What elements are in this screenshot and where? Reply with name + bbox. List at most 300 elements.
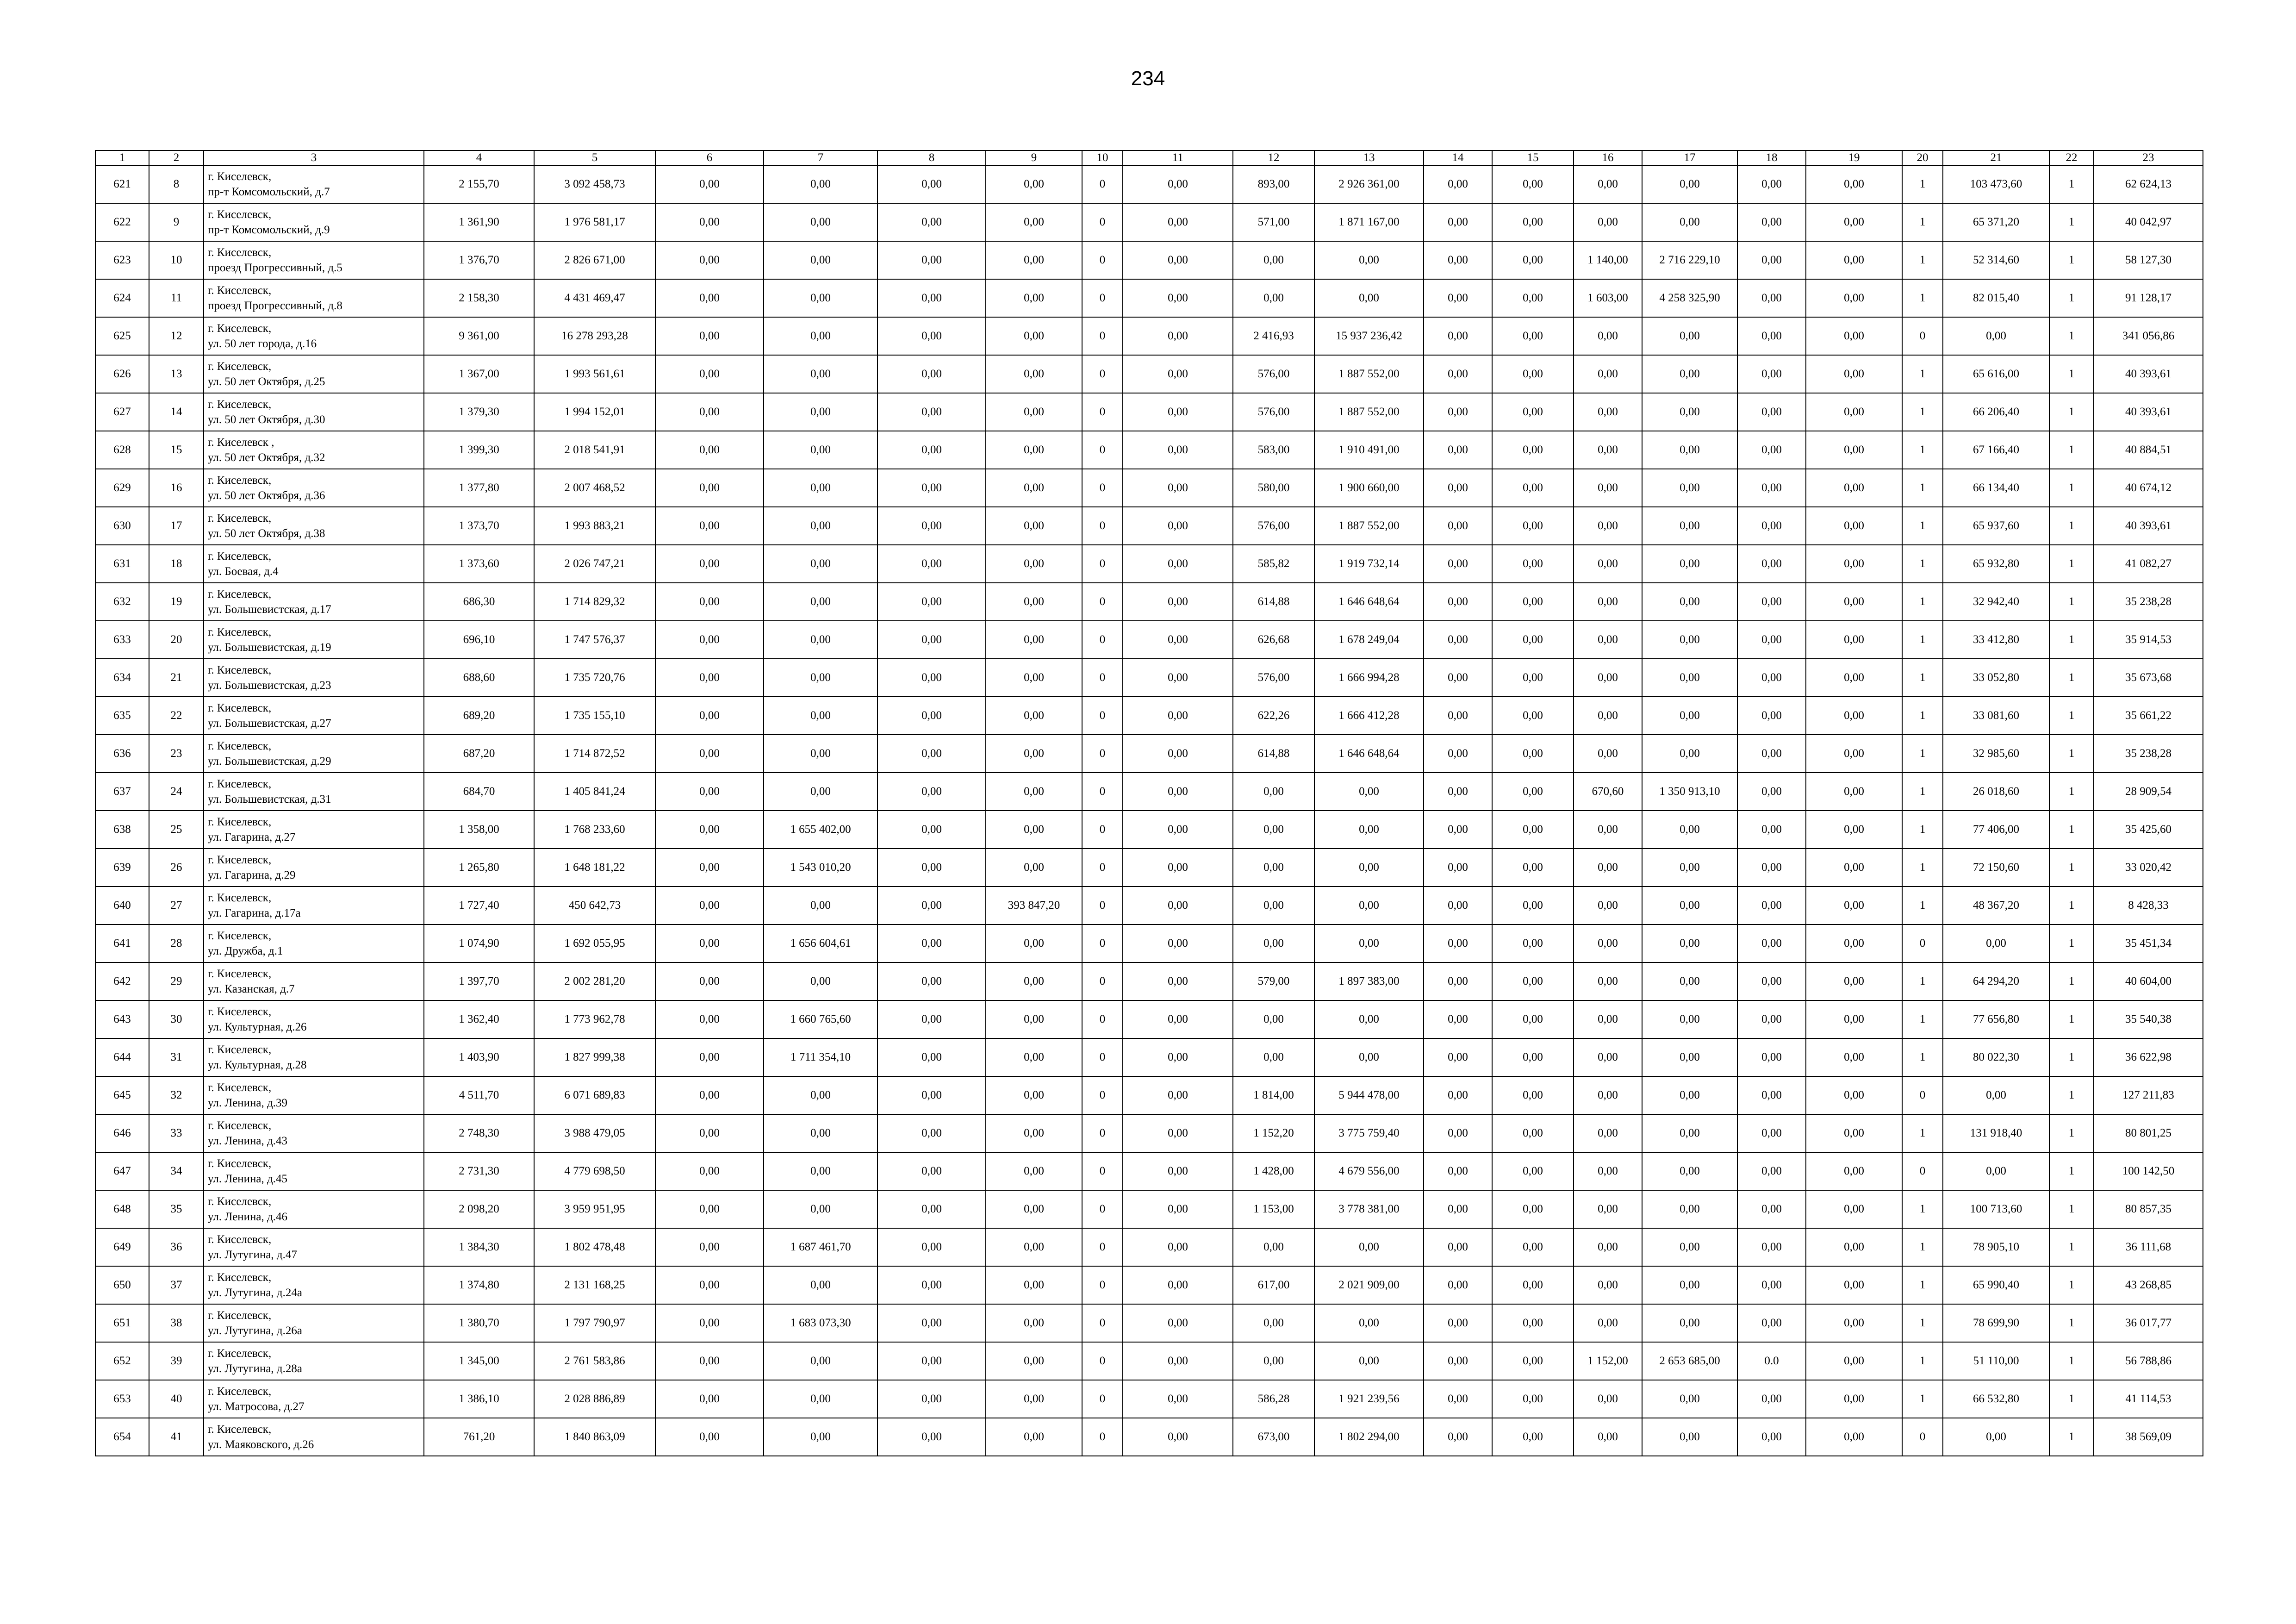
- table-cell: 27: [149, 887, 204, 924]
- table-cell: 0,00: [1642, 621, 1737, 659]
- table-cell: 0,00: [986, 279, 1082, 317]
- address-line: г. Киселевск,: [208, 1271, 272, 1284]
- table-cell: 1: [2049, 1418, 2094, 1456]
- table-cell: 0,00: [1492, 811, 1574, 849]
- address-line: ул. 50 лет Октября, д.38: [208, 527, 325, 540]
- table-cell: 1: [1902, 811, 1943, 849]
- table-cell: 0,00: [655, 1342, 764, 1380]
- table-cell: 0,00: [1424, 507, 1492, 545]
- table-cell: 0,00: [1424, 1114, 1492, 1152]
- table-cell: 0,00: [655, 1038, 764, 1076]
- table-cell: 0,00: [764, 1152, 877, 1190]
- table-cell: 0,00: [1424, 621, 1492, 659]
- address-line: ул. Ленина, д.46: [208, 1211, 287, 1223]
- address-line: ул. Лутугина, д.28а: [208, 1362, 302, 1375]
- table-cell: 0: [1082, 1342, 1123, 1380]
- table-cell: 52 314,60: [1943, 241, 2049, 279]
- table-cell: 0,00: [1574, 1304, 1642, 1342]
- table-cell: 17: [149, 507, 204, 545]
- table-cell: 1 140,00: [1574, 241, 1642, 279]
- table-cell: 0,00: [655, 887, 764, 924]
- table-cell: 1 152,00: [1574, 1342, 1642, 1380]
- table-cell: 0,00: [986, 545, 1082, 583]
- address-line: ул. Большевистская, д.23: [208, 679, 331, 692]
- table-cell: 0,00: [1123, 1000, 1233, 1038]
- table-cell: 0,00: [1424, 811, 1492, 849]
- table-cell: 0,00: [1424, 165, 1492, 203]
- table-cell: 56 788,86: [2094, 1342, 2203, 1380]
- table-cell: 0,00: [1123, 1114, 1233, 1152]
- address-cell: [204, 545, 424, 583]
- table-cell: 625: [95, 317, 149, 355]
- table-cell: 0,00: [1642, 1380, 1737, 1418]
- table-cell: 630: [95, 507, 149, 545]
- table-cell: 0,00: [1642, 1076, 1737, 1114]
- table-cell: 1 374,80: [424, 1266, 534, 1304]
- table-cell: 0,00: [1737, 279, 1806, 317]
- table-cell: 0: [1082, 431, 1123, 469]
- table-cell: 1 900 660,00: [1314, 469, 1424, 507]
- table-cell: 0,00: [1642, 1114, 1737, 1152]
- table-cell: 0,00: [1806, 279, 1902, 317]
- table-cell: 35 914,53: [2094, 621, 2203, 659]
- table-cell: 0,00: [1123, 583, 1233, 621]
- table-cell: 0,00: [1943, 1076, 2049, 1114]
- table-cell: 23: [149, 735, 204, 773]
- table-cell: 0,00: [655, 1114, 764, 1152]
- table-cell: 0,00: [1737, 241, 1806, 279]
- table-cell: 0,00: [1492, 545, 1574, 583]
- table-cell: 629: [95, 469, 149, 507]
- table-cell: 41 082,27: [2094, 545, 2203, 583]
- address-line: ул. Большевистская, д.19: [208, 641, 331, 654]
- table-cell: 0,00: [1123, 887, 1233, 924]
- address-line: ул. 50 лет Октября, д.36: [208, 489, 325, 502]
- table-cell: 0,00: [655, 165, 764, 203]
- table-cell: 0,00: [1314, 849, 1424, 887]
- table-cell: 2 761 583,86: [534, 1342, 655, 1380]
- table-cell: 48 367,20: [1943, 887, 2049, 924]
- address-line: пр-т Комсомольский, д.7: [208, 186, 330, 198]
- column-header: 3: [204, 150, 424, 165]
- table-cell: 586,28: [1233, 1380, 1314, 1418]
- table-cell: 1 074,90: [424, 924, 534, 962]
- table-cell: 0,00: [1233, 1342, 1314, 1380]
- table-cell: 0,00: [655, 1418, 764, 1456]
- table-cell: 0,00: [986, 1380, 1082, 1418]
- table-cell: 648: [95, 1190, 149, 1228]
- table-cell: 35 238,28: [2094, 735, 2203, 773]
- table-cell: 4 431 469,47: [534, 279, 655, 317]
- table-cell: 0,00: [1424, 241, 1492, 279]
- table-cell: 1 735 155,10: [534, 697, 655, 735]
- table-cell: 0,00: [877, 393, 986, 431]
- table-cell: 0,00: [1492, 431, 1574, 469]
- table-cell: 0,00: [1574, 811, 1642, 849]
- table-cell: 0,00: [764, 773, 877, 811]
- table-cell: 1: [1902, 545, 1943, 583]
- table-cell: 103 473,60: [1943, 165, 2049, 203]
- table-cell: 0,00: [1806, 507, 1902, 545]
- table-cell: 18: [149, 545, 204, 583]
- table-cell: 0,00: [1806, 849, 1902, 887]
- table-cell: 0,00: [1123, 1152, 1233, 1190]
- table-cell: 631: [95, 545, 149, 583]
- table-cell: 0,00: [1492, 962, 1574, 1000]
- table-cell: 0,00: [1737, 962, 1806, 1000]
- table-cell: 0,00: [1123, 659, 1233, 697]
- table-row: [95, 1038, 2203, 1076]
- table-cell: 0,00: [1642, 811, 1737, 849]
- table-cell: 0,00: [986, 924, 1082, 962]
- table-cell: 40 674,12: [2094, 469, 2203, 507]
- table-cell: 131 918,40: [1943, 1114, 2049, 1152]
- table-cell: 16: [149, 469, 204, 507]
- table-cell: 0,00: [1737, 583, 1806, 621]
- table-cell: 0,00: [655, 279, 764, 317]
- table-cell: 0,00: [986, 1342, 1082, 1380]
- table-cell: 0,00: [1737, 621, 1806, 659]
- table-cell: 1 910 491,00: [1314, 431, 1424, 469]
- column-header: 9: [986, 150, 1082, 165]
- table-cell: 0,00: [986, 1152, 1082, 1190]
- table-cell: 1: [1902, 697, 1943, 735]
- table-cell: 0,00: [1737, 659, 1806, 697]
- address-cell: [204, 887, 424, 924]
- table-cell: 0: [1082, 165, 1123, 203]
- table-cell: 0,00: [877, 1076, 986, 1114]
- table-row: [95, 545, 2203, 583]
- table-cell: 1: [2049, 1152, 2094, 1190]
- table-cell: 0,00: [1806, 1000, 1902, 1038]
- table-cell: 0,00: [764, 165, 877, 203]
- table-cell: 652: [95, 1342, 149, 1380]
- table-row: [95, 1114, 2203, 1152]
- table-cell: 0,00: [1123, 241, 1233, 279]
- table-row: [95, 621, 2203, 659]
- table-cell: 0,00: [1424, 1342, 1492, 1380]
- table-cell: 4 779 698,50: [534, 1152, 655, 1190]
- table-cell: 0,00: [1492, 1076, 1574, 1114]
- table-cell: 1 994 152,01: [534, 393, 655, 431]
- table-cell: 2 002 281,20: [534, 962, 655, 1000]
- table-cell: 0,00: [1806, 1038, 1902, 1076]
- table-cell: 1: [2049, 924, 2094, 962]
- table-cell: 626: [95, 355, 149, 393]
- table-cell: 0,00: [986, 1038, 1082, 1076]
- table-cell: 0,00: [1574, 317, 1642, 355]
- table-cell: 0,00: [1492, 203, 1574, 241]
- address-line: г. Киселевск,: [208, 588, 272, 600]
- table-cell: 3 778 381,00: [1314, 1190, 1424, 1228]
- table-cell: 0: [1902, 317, 1943, 355]
- table-row: [95, 659, 2203, 697]
- table-cell: 1: [2049, 431, 2094, 469]
- table-cell: 0,00: [877, 241, 986, 279]
- table-cell: 0,00: [1737, 697, 1806, 735]
- table-cell: 576,00: [1233, 393, 1314, 431]
- address-line: ул. Лутугина, д.26а: [208, 1324, 302, 1337]
- table-cell: 0,00: [1806, 811, 1902, 849]
- table-cell: 0,00: [877, 1266, 986, 1304]
- table-cell: 0,00: [1492, 1380, 1574, 1418]
- table-cell: 0,00: [1492, 887, 1574, 924]
- table-cell: 4 679 556,00: [1314, 1152, 1424, 1190]
- table-cell: 1: [2049, 355, 2094, 393]
- table-cell: 0: [1082, 355, 1123, 393]
- table-cell: 0,00: [1574, 697, 1642, 735]
- table-cell: 0,00: [1424, 1038, 1492, 1076]
- table-cell: 0,00: [1806, 659, 1902, 697]
- table-row: [95, 887, 2203, 924]
- table-cell: 0,00: [1806, 962, 1902, 1000]
- table-cell: 0,00: [1123, 1266, 1233, 1304]
- table-cell: 1 345,00: [424, 1342, 534, 1380]
- table-cell: 0,00: [1574, 165, 1642, 203]
- table-cell: 1: [1902, 241, 1943, 279]
- table-cell: 0,00: [986, 735, 1082, 773]
- table-cell: 1: [2049, 165, 2094, 203]
- address-line: ул. Гагарина, д.17а: [208, 907, 301, 919]
- address-line: г. Киселевск,: [208, 284, 272, 297]
- table-cell: 78 699,90: [1943, 1304, 2049, 1342]
- table-cell: 40 393,61: [2094, 355, 2203, 393]
- table-cell: 65 371,20: [1943, 203, 2049, 241]
- table-row: [95, 431, 2203, 469]
- table-cell: 0,00: [1233, 279, 1314, 317]
- table-row: [95, 735, 2203, 773]
- table-cell: 1 361,90: [424, 203, 534, 241]
- table-cell: 0,00: [1424, 697, 1492, 735]
- address-line: ул. Боевая, д.4: [208, 565, 279, 578]
- table-row: [95, 355, 2203, 393]
- table-cell: 689,20: [424, 697, 534, 735]
- table-cell: 0: [1082, 962, 1123, 1000]
- table-cell: 684,70: [424, 773, 534, 811]
- table-cell: 0,00: [1737, 735, 1806, 773]
- table-cell: 1: [1902, 507, 1943, 545]
- address-line: ул. Лутугина, д.47: [208, 1249, 297, 1261]
- address-line: г. Киселевск,: [208, 1081, 272, 1094]
- table-cell: 0,00: [877, 962, 986, 1000]
- table-cell: 1 648 181,22: [534, 849, 655, 887]
- table-cell: 670,60: [1574, 773, 1642, 811]
- table-cell: 0,00: [655, 545, 764, 583]
- table-cell: 32 985,60: [1943, 735, 2049, 773]
- table-cell: 0,00: [764, 1190, 877, 1228]
- table-cell: 2 007 468,52: [534, 469, 655, 507]
- address-cell: [204, 1076, 424, 1114]
- address-line: ул. Казанская, д.7: [208, 983, 295, 995]
- table-cell: 0,00: [1806, 469, 1902, 507]
- table-cell: 40 884,51: [2094, 431, 2203, 469]
- table-cell: 0,00: [1424, 1418, 1492, 1456]
- table-cell: 0,00: [1574, 1380, 1642, 1418]
- table-cell: 0,00: [986, 1266, 1082, 1304]
- table-cell: 0,00: [1492, 1152, 1574, 1190]
- table-cell: 0,00: [1123, 1380, 1233, 1418]
- table-cell: 1 655 402,00: [764, 811, 877, 849]
- table-cell: 0,00: [655, 1304, 764, 1342]
- table-cell: 0,00: [1574, 203, 1642, 241]
- table-cell: 3 959 951,95: [534, 1190, 655, 1228]
- table-cell: 0,00: [1424, 924, 1492, 962]
- table-cell: 0,00: [1806, 1418, 1902, 1456]
- address-line: г. Киселевск,: [208, 854, 272, 866]
- table-row: [95, 1266, 2203, 1304]
- table-cell: 0,00: [986, 355, 1082, 393]
- table-cell: 0,00: [1492, 621, 1574, 659]
- table-cell: 5 944 478,00: [1314, 1076, 1424, 1114]
- table-cell: 0,00: [1806, 583, 1902, 621]
- table-cell: 634: [95, 659, 149, 697]
- table-cell: 33 020,42: [2094, 849, 2203, 887]
- table-row: [95, 279, 2203, 317]
- table-cell: 0,00: [986, 773, 1082, 811]
- table-cell: 67 166,40: [1943, 431, 2049, 469]
- table-cell: 1: [1902, 1380, 1943, 1418]
- table-cell: 35 425,60: [2094, 811, 2203, 849]
- table-cell: 16 278 293,28: [534, 317, 655, 355]
- address-line: г. Киселевск ,: [208, 436, 274, 449]
- table-cell: 580,00: [1233, 469, 1314, 507]
- table-cell: 1 993 883,21: [534, 507, 655, 545]
- table-cell: 0,00: [986, 621, 1082, 659]
- table-cell: 1 350 913,10: [1642, 773, 1737, 811]
- column-header: 14: [1424, 150, 1492, 165]
- table-cell: 25: [149, 811, 204, 849]
- table-cell: 0,00: [1424, 773, 1492, 811]
- table-cell: 33: [149, 1114, 204, 1152]
- table-cell: 1 373,60: [424, 545, 534, 583]
- address-cell: [204, 1304, 424, 1342]
- table-cell: 33 052,80: [1943, 659, 2049, 697]
- table-cell: 0,00: [1574, 1152, 1642, 1190]
- table-cell: 0,00: [1123, 545, 1233, 583]
- table-cell: 0: [1082, 279, 1123, 317]
- table-cell: 1 428,00: [1233, 1152, 1314, 1190]
- table-cell: 0,00: [1806, 735, 1902, 773]
- table-cell: 1: [1902, 1190, 1943, 1228]
- table-body: [95, 165, 2203, 1456]
- table-cell: 0,00: [1574, 583, 1642, 621]
- table-cell: 1: [1902, 1000, 1943, 1038]
- table-cell: 0,00: [655, 469, 764, 507]
- table-cell: 0,00: [1642, 1152, 1737, 1190]
- table-cell: 0,00: [1492, 279, 1574, 317]
- table-cell: 1: [1902, 393, 1943, 431]
- table-cell: 0,00: [655, 431, 764, 469]
- table-cell: 0,00: [1574, 393, 1642, 431]
- table-cell: 1: [1902, 583, 1943, 621]
- table-cell: 0,00: [986, 1304, 1082, 1342]
- table-cell: 0,00: [986, 849, 1082, 887]
- address-cell: [204, 621, 424, 659]
- table-row: [95, 241, 2203, 279]
- table-cell: 0,00: [1806, 1152, 1902, 1190]
- table-cell: 0,00: [1642, 735, 1737, 773]
- address-cell: [204, 1342, 424, 1380]
- table-cell: 0,00: [1806, 1304, 1902, 1342]
- table-cell: 1 377,80: [424, 469, 534, 507]
- table-cell: 0,00: [1492, 241, 1574, 279]
- address-cell: [204, 1152, 424, 1190]
- table-cell: 0,00: [1574, 1114, 1642, 1152]
- table-cell: 0,00: [1492, 1000, 1574, 1038]
- table-cell: 0,00: [1737, 849, 1806, 887]
- table-cell: 0: [1082, 1380, 1123, 1418]
- table-cell: 0,00: [1642, 469, 1737, 507]
- table-cell: 0,00: [1123, 1342, 1233, 1380]
- table-cell: 0,00: [1233, 1000, 1314, 1038]
- table-cell: 3 092 458,73: [534, 165, 655, 203]
- table-cell: 0,00: [1123, 1190, 1233, 1228]
- table-cell: 0,00: [986, 1228, 1082, 1266]
- table-cell: 0,00: [1642, 431, 1737, 469]
- table-cell: 1: [1902, 1342, 1943, 1380]
- table-cell: 0,00: [655, 1190, 764, 1228]
- table-cell: 0,00: [1806, 165, 1902, 203]
- column-header: 21: [1943, 150, 2049, 165]
- table-cell: 1: [2049, 697, 2094, 735]
- address-line: г. Киселевск,: [208, 1423, 272, 1436]
- table-cell: 0,00: [655, 507, 764, 545]
- table-cell: 0,00: [986, 431, 1082, 469]
- table-cell: 1 265,80: [424, 849, 534, 887]
- table-cell: 78 905,10: [1943, 1228, 2049, 1266]
- table-cell: 0,00: [1806, 1342, 1902, 1380]
- table-cell: 0,00: [1574, 1266, 1642, 1304]
- table-cell: 0,00: [1737, 317, 1806, 355]
- column-header: 2: [149, 150, 204, 165]
- column-header: 4: [424, 150, 534, 165]
- table-cell: 2 155,70: [424, 165, 534, 203]
- table-cell: 0,00: [1123, 1304, 1233, 1342]
- table-cell: 0,00: [1123, 811, 1233, 849]
- address-line: ул. Дружба, д.1: [208, 945, 283, 957]
- table-cell: 633: [95, 621, 149, 659]
- address-line: ул. Маяковского, д.26: [208, 1438, 314, 1451]
- table-cell: 1: [2049, 203, 2094, 241]
- table-cell: 0,00: [1492, 507, 1574, 545]
- table-cell: 2 748,30: [424, 1114, 534, 1152]
- table-cell: 0,00: [1424, 469, 1492, 507]
- table-cell: 0,00: [1642, 507, 1737, 545]
- table-cell: 687,20: [424, 735, 534, 773]
- table-cell: 0,00: [1806, 545, 1902, 583]
- address-cell: [204, 1000, 424, 1038]
- table-cell: 0,00: [1424, 849, 1492, 887]
- table-cell: 26 018,60: [1943, 773, 2049, 811]
- register-table: [95, 150, 2203, 1456]
- table-cell: 0,00: [1574, 507, 1642, 545]
- table-cell: 0,00: [877, 507, 986, 545]
- table-cell: 0,00: [764, 621, 877, 659]
- table-cell: 583,00: [1233, 431, 1314, 469]
- address-line: г. Киселевск,: [208, 968, 272, 980]
- table-cell: 0,00: [877, 1418, 986, 1456]
- table-cell: 0,00: [1424, 1228, 1492, 1266]
- table-cell: 0,00: [1642, 1190, 1737, 1228]
- table-cell: 0,00: [877, 735, 986, 773]
- table-cell: 1: [1902, 355, 1943, 393]
- column-header: 23: [2094, 150, 2203, 165]
- table-cell: 0,00: [986, 393, 1082, 431]
- table-cell: 10: [149, 241, 204, 279]
- table-row: [95, 1304, 2203, 1342]
- table-cell: 0,00: [1737, 393, 1806, 431]
- table-cell: 1 405 841,24: [534, 773, 655, 811]
